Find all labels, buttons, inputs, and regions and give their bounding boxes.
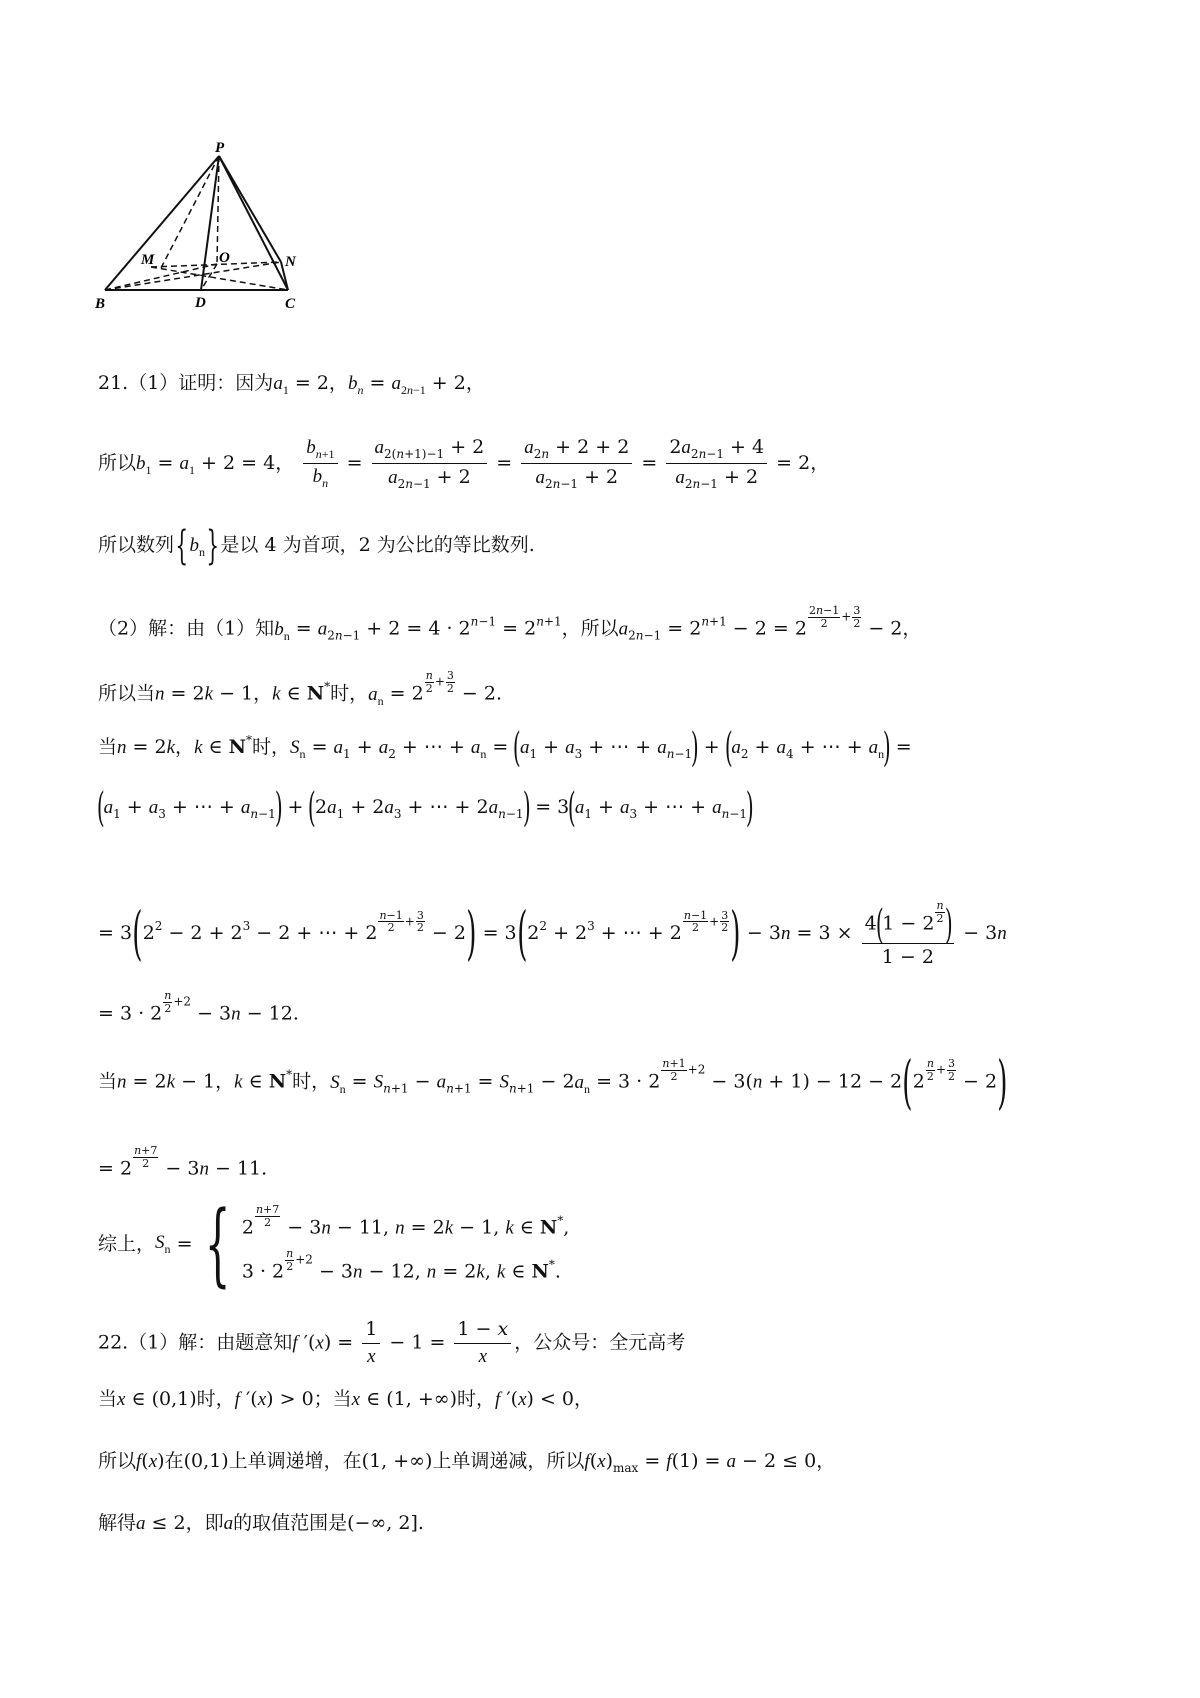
edge-PN bbox=[219, 156, 281, 262]
q21-line-10: 当n = 2k − 1，k ∈ N*时，$S_n = S_{n+1} - a_{n+1} = S_{n+1} - 2a_n = 3 \cdot 2$ $\frac{n+1}{2}$ +2 − 3(n + 1) − 12 − 2(2 $\frac{n}{2}$ + $\frac{3}{2}$ − 2) bbox=[98, 1047, 1008, 1116]
label-D: D bbox=[195, 295, 206, 311]
edge-MC bbox=[151, 267, 288, 290]
case-2: 3 · 2 $\frac{n}{2}$ +2 − 3n − 12, n = 2k, k ∈ N*. bbox=[241, 1247, 561, 1283]
q21-line-4: （2）解：由（1）知$b_n = a_{2n-1} + 2 = 4 \cdot 2^{n-1} = 2^{n+1}$，所以$a_{2n-1} = 2^{n+1} - 2 = 2$ $\frac{2n-1}{2}$ + $\frac{3}{2}$ − 2， bbox=[98, 604, 922, 643]
label-C: C bbox=[285, 296, 296, 312]
q21-line-5: 所以当n = 2k − 1，k ∈ N*时，$a_n = 2$ $\frac{n}{2}$ + $\frac{3}{2}$ − 2. bbox=[98, 669, 503, 708]
q21-line-1: 21.（1）证明：因为$a_1 = 2$，$b_n = a_{2n-1} + 2$， bbox=[98, 372, 485, 397]
label-B: B bbox=[95, 296, 106, 312]
q22-line-4: 解得a ≤ 2，即a的取值范围是(−∞, 2]. bbox=[98, 1512, 424, 1534]
edge-PD bbox=[201, 156, 219, 290]
q21-line-2: 所以$b_1 = a_1 + 2 = 4$， $\frac{b_{n+1}}{b_n}$ = $\frac{a_{2(n+1)-1} + 2}{a_{2n-1} + 2}$ = $\frac{a_{2n} + 2 + 2}{a_{2n-1} + 2}$ = $\frac{2a_{2n-1} + 4}{a_{2n-1} + 2}$ = 2， bbox=[98, 436, 830, 492]
edge-BN bbox=[105, 262, 281, 290]
q22-line-3: 所以f(x)在(0,1)上单调递增，在(1, +∞)上单调递减，所以$f(x)_{max} = f(1) = a - 2 \le 0$， bbox=[98, 1450, 836, 1475]
q21-line-9: = 3 · 2 $\frac{n}{2}$ +2 − 3n − 12. bbox=[98, 989, 299, 1025]
q21-line-3: 所以数列$\{b_n\}$是以 4 为首项，2 为公比的等比数列. bbox=[98, 523, 535, 569]
case-1: 2 $\frac{n+7}{2}$ − 3n − 11, n = 2k − 1, k ∈ N*, bbox=[241, 1203, 570, 1239]
q21-line-8: = $3(2^2 - 2 + 2^3 - 2$ + ⋯ + 2 $\frac{n-1}{2}$ + $\frac{3}{2}$ − $2) = 3(2^2 + 2^3$ + ⋯ + 2 $\frac{n-1}{2}$ + $\frac{3}{2}$ ) − 3n = 3 × 4(1 − 2 $\frac{n}{2}$ ) 1 − 2 − 3n bbox=[98, 899, 1007, 968]
edge-PM bbox=[161, 156, 219, 268]
edge-BO bbox=[105, 264, 217, 290]
label-M: M bbox=[141, 252, 155, 268]
edge-PB bbox=[105, 156, 219, 290]
q21-line-7: ($a_1 + a_3$ + ⋯ + $a_{n-1}) + (2a_1 + 2a_3$ + ⋯ + $2a_{n-1}) = 3(a_1 + a_3$ + ⋯ + $a_{n-1}$) bbox=[96, 785, 754, 831]
label-P: P bbox=[215, 140, 225, 156]
q22-line-1: 22.（1）解：由题意知f ′(x) = $\frac{1}{x}$ − 1 = $\frac{1 - x}{x}$ ，公众号：全元高考 bbox=[98, 1318, 686, 1367]
q21-line-6: 当n = 2k，k ∈ N*时，$S_n = a_1 + a_2$ + ⋯ + $a_n = (a_1 + a_3$ + ⋯ + $a_{n-1}) + (a_2 + a_4$ + ⋯ + $a_n$) = bbox=[98, 725, 912, 771]
q21-line-12: 综上，$S_n$ = { 2 $\frac{n+7}{2}$ − 3n − 11, n = 2k − 1, k ∈ N*, 3 · 2 $\frac{n}{2}$ +2 − 3n − 12, n = 2k, k ∈ N*. bbox=[98, 1192, 570, 1298]
label-O: O bbox=[219, 250, 230, 266]
q22-line-2: 当x ∈ (0,1)时，f ′(x) > 0；当x ∈ (1, +∞)时，f ′(x) < 0， bbox=[98, 1388, 594, 1410]
q21-line-11: = 2 $\frac{n+7}{2}$ − 3n − 11. bbox=[98, 1144, 268, 1180]
pyramid-figure bbox=[95, 140, 355, 340]
label-N: N bbox=[285, 254, 296, 270]
